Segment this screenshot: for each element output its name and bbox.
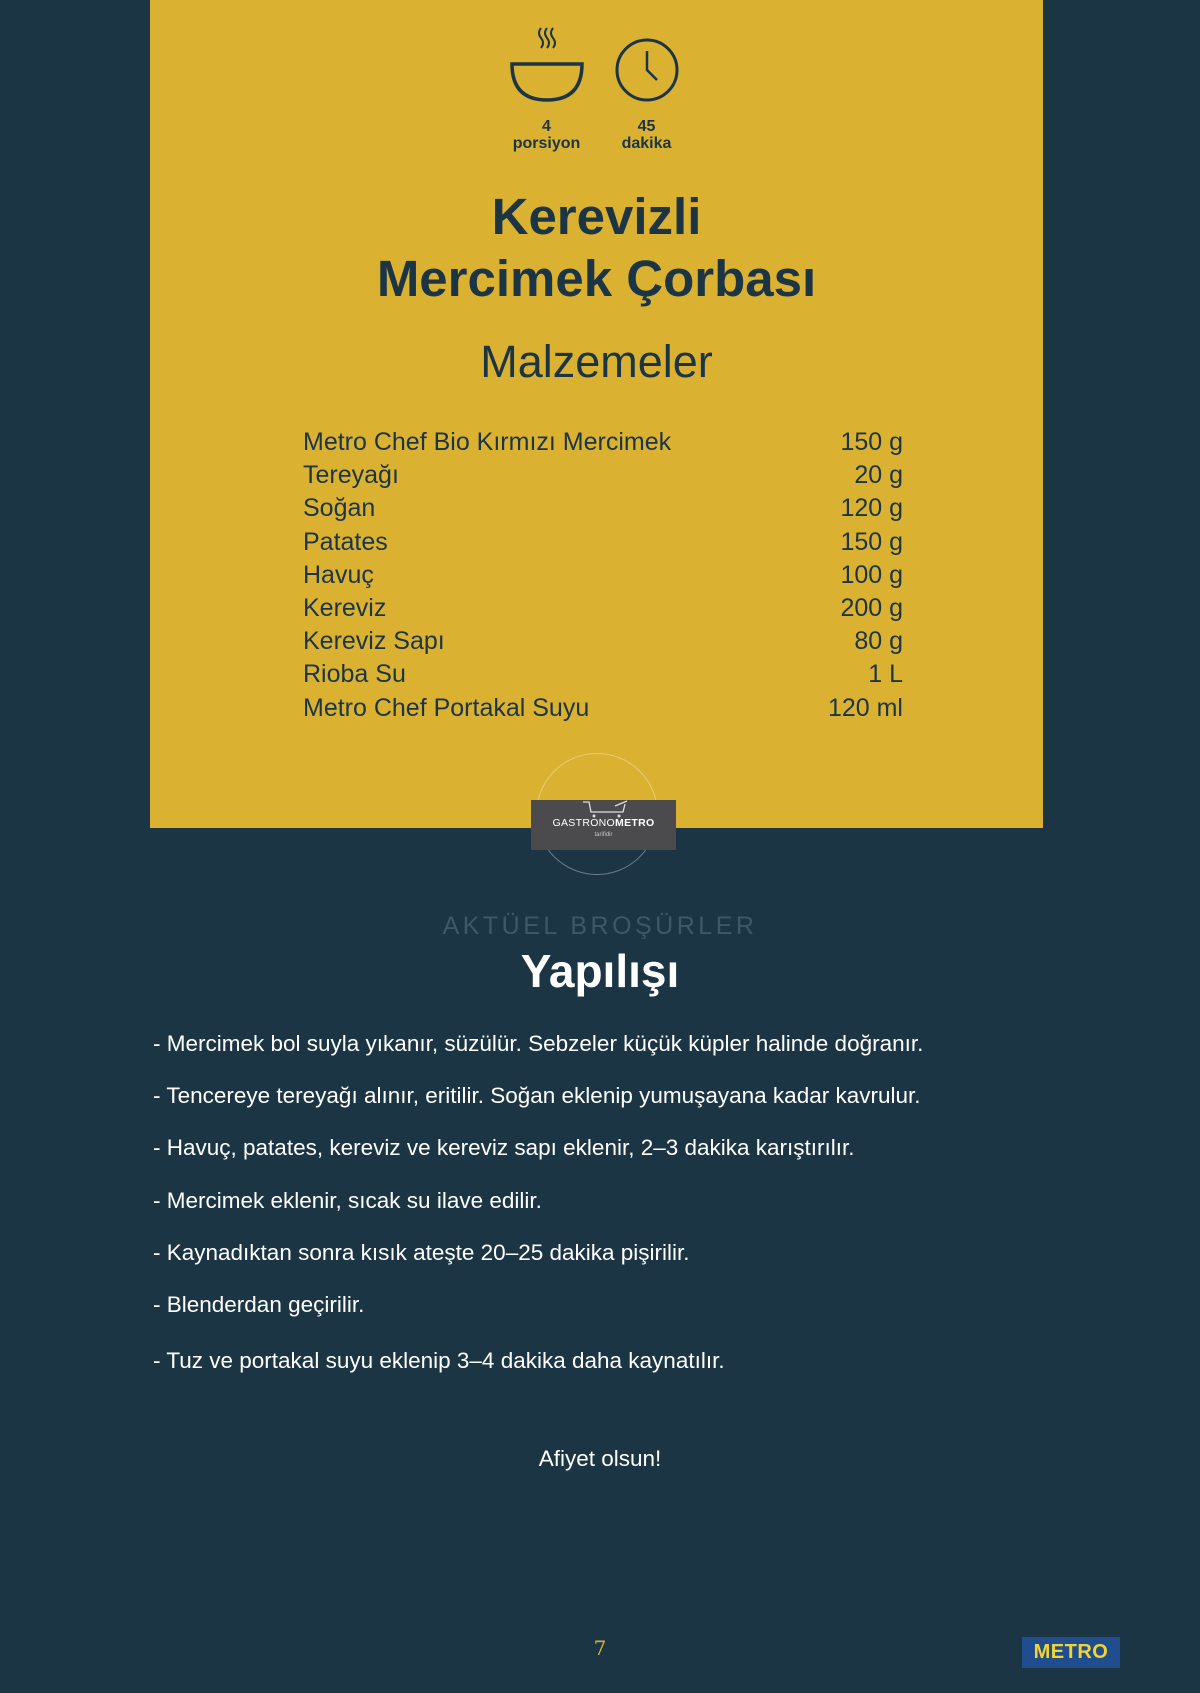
recipe-info	[150, 24, 1043, 152]
metro-logo-text: METRO	[1033, 1641, 1109, 1663]
ingredient-row: Kereviz 200 g	[303, 594, 903, 623]
ingredient-row: Patates 150 g	[303, 527, 903, 556]
badge-text: GASTRONOMETRO	[552, 817, 655, 829]
metro-logo	[1022, 1637, 1120, 1668]
ingredient-row: Rioba Su 1 L	[303, 660, 903, 689]
ingredient-row: Tereyağı 20 g	[303, 461, 903, 490]
step-item: - Blenderdan geçirilir.	[153, 1291, 365, 1317]
step-item: - Havuç, patates, kereviz ve kereviz sapı eklenir, 2–3 dakika karıştırılır.	[153, 1135, 855, 1161]
gastronometro-badge	[531, 800, 676, 850]
watermark: AKTÜEL BROŞÜRLER	[442, 912, 758, 940]
recipe-card	[150, 0, 1043, 828]
page-number: 7	[593, 1636, 607, 1660]
step-item: - Tuz ve portakal suyu eklenip 3–4 dakika daha kaynatılır.	[153, 1347, 725, 1373]
closing-text: Afiyet olsun!	[538, 1446, 662, 1471]
ingredient-row: Metro Chef Bio Kırmızı Mercimek 150 g	[303, 428, 903, 456]
time-info	[607, 24, 687, 152]
ingredient-row: Kereviz Sapı 80 g	[303, 627, 903, 656]
clock-icon	[607, 24, 687, 104]
step-item: - Mercimek bol suyla yıkanır, süzülür. Sebzeler küçük küpler halinde doğranır.	[153, 1031, 924, 1056]
step-item: - Mercimek eklenir, sıcak su ilave edilir.	[153, 1187, 542, 1213]
recipe-title: Kerevizli Mercimek Çorbası	[376, 188, 817, 307]
step-item: - Tencereye tereyağı alınır, eritilir. Soğan eklenip yumuşayana kadar kavrulur.	[153, 1083, 921, 1109]
step-item: - Kaynadıktan sonra kısık ateşte 20–25 dakika pişirilir.	[153, 1239, 690, 1265]
method-heading: Yapılışı	[520, 945, 680, 997]
ingredients-heading: Malzemeler	[480, 336, 713, 387]
servings-label: 4 porsiyon	[512, 118, 581, 152]
ingredients-list	[303, 426, 903, 725]
time-label: 45 dakika	[621, 118, 672, 152]
servings-info	[507, 24, 587, 152]
soup-bowl-icon	[510, 24, 584, 104]
ingredient-row: Soğan 120 g	[303, 494, 903, 523]
ingredient-row: Metro Chef Portakal Suyu 120 ml	[303, 693, 903, 722]
badge-subtext: tarifidir	[594, 832, 613, 838]
method-steps	[153, 1031, 1103, 1400]
ingredient-row: Havuç 100 g	[303, 560, 903, 589]
